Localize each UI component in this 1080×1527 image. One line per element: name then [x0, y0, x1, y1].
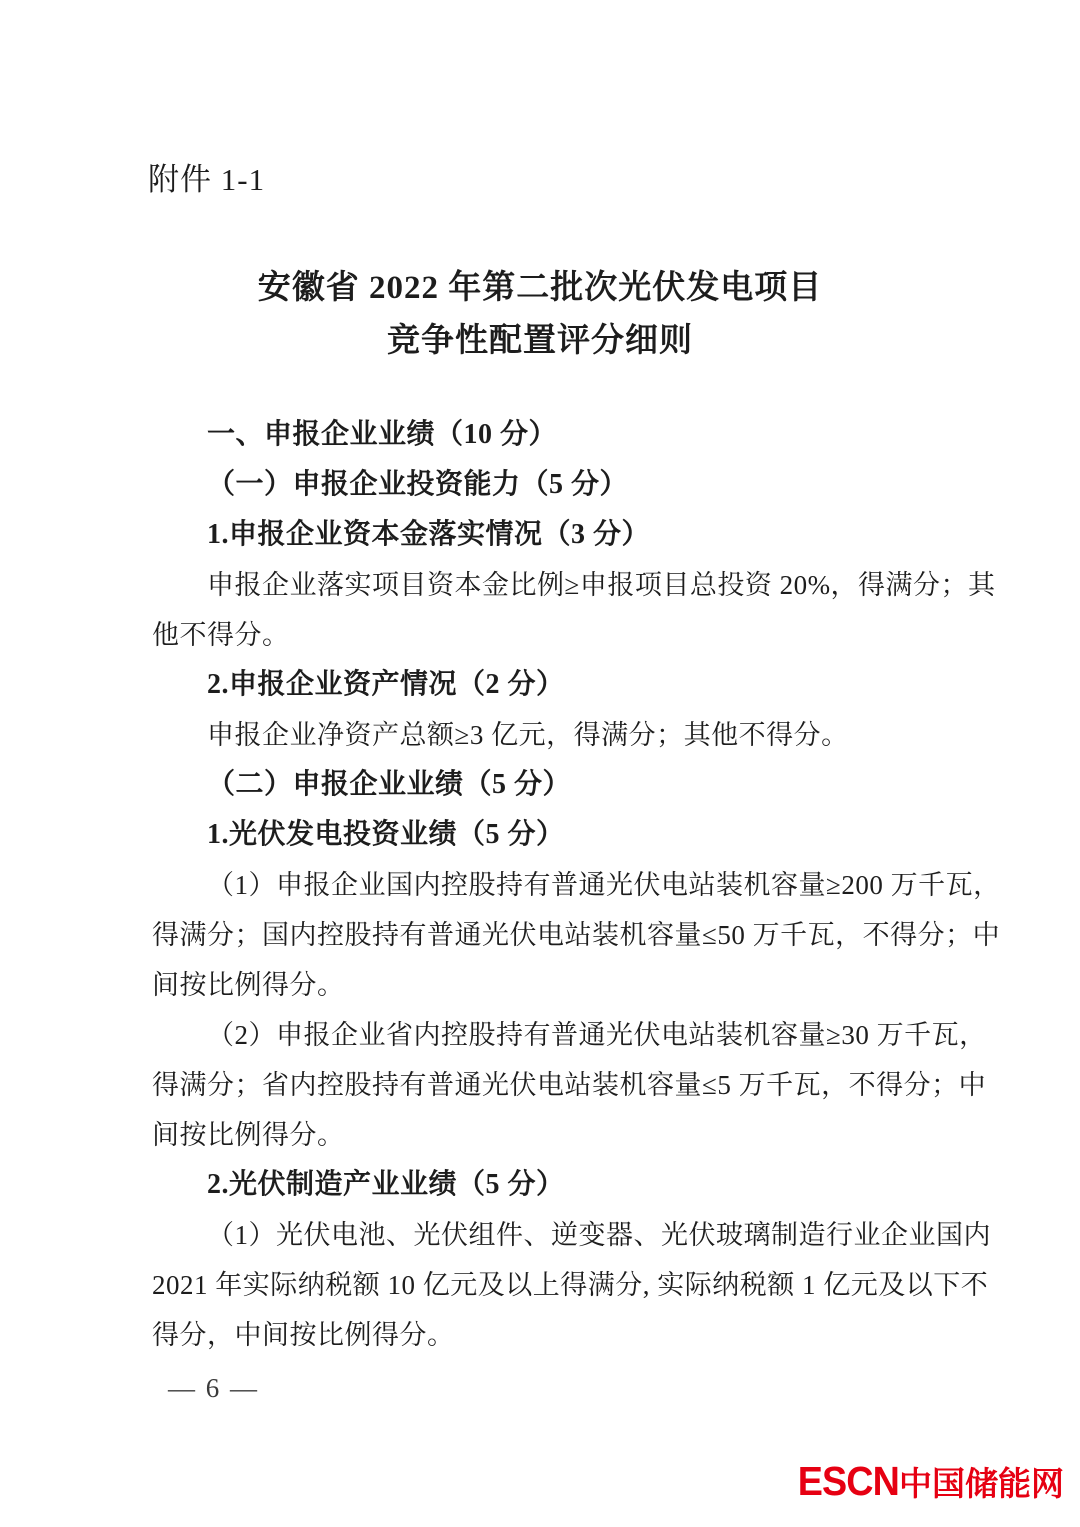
document-line: 1.申报企业资本金落实情况（3 分）: [207, 519, 651, 550]
document-line: 一、申报企业业绩（10 分）: [207, 419, 558, 450]
document-line: 得满分；国内控股持有普通光伏电站装机容量≤50 万千瓦，不得分；中: [152, 920, 1001, 950]
escn-watermark-logo: [789, 1458, 1064, 1505]
document-line: 得满分；省内控股持有普通光伏电站装机容量≤5 万千瓦，不得分；中: [152, 1070, 987, 1100]
document-line: 2.申报企业资产情况（2 分）: [207, 669, 565, 700]
document-line: 2021 年实际纳税额 10 亿元及以上得满分, 实际纳税额 1 亿元及以下不: [152, 1270, 989, 1300]
document-line: 间按比例得分。: [152, 970, 345, 1000]
document-line: 申报企业落实项目资本金比例≥申报项目总投资 20%，得满分；其: [207, 570, 996, 600]
document-line: （1）光伏电池、光伏组件、逆变器、光伏玻璃制造行业企业国内: [207, 1220, 991, 1250]
document-line: 2.光伏制造产业业绩（5 分）: [207, 1169, 565, 1200]
document-line: 申报企业净资产总额≥3 亿元，得满分；其他不得分。: [207, 720, 849, 750]
page-number: — 6 —: [168, 1373, 259, 1403]
document-line: 1.光伏发电投资业绩（5 分）: [207, 819, 565, 850]
document-line: 得分，中间按比例得分。: [152, 1320, 455, 1350]
document-line: （1）申报企业国内控股持有普通光伏电站装机容量≥200 万千瓦，: [207, 870, 1001, 900]
escn-logo-text-en: ESCN: [797, 1458, 899, 1504]
document-line: 间按比例得分。: [152, 1120, 345, 1150]
document-body: [152, 410, 1001, 1360]
document-line: （2）申报企业省内控股持有普通光伏电站装机容量≥30 万千瓦，: [207, 1020, 987, 1050]
document-line: （二）申报企业业绩（5 分）: [207, 769, 572, 800]
escn-logo-text-cn: 中国储能网: [899, 1465, 1064, 1502]
document-title: [0, 262, 1080, 368]
document-title-line2: 竞争性配置评分细则: [387, 323, 693, 359]
attachment-label: 附件 1-1: [148, 162, 266, 197]
document-line: （一）申报企业投资能力（5 分）: [207, 469, 629, 500]
document-title-line1: 安徽省 2022 年第二批次光伏发电项目: [257, 270, 823, 306]
document-line: 他不得分。: [152, 620, 290, 650]
